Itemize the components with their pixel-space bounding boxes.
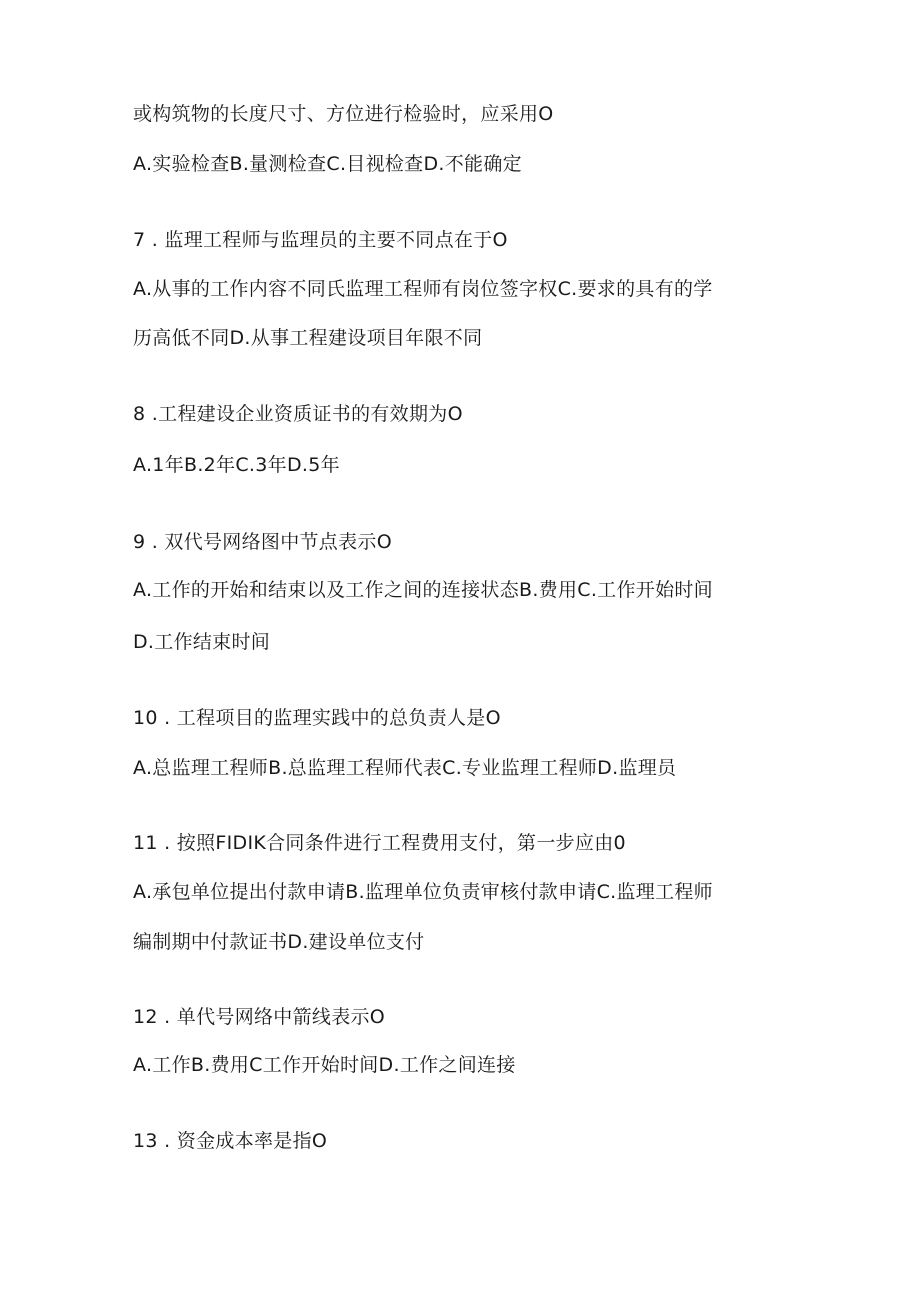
question-11: 11 . 按照FIDIK合同条件进行工程费用支付，第一步应由0 [133, 832, 626, 854]
answer-options-continued: D.工作结束时间 [133, 631, 271, 653]
question-12: 12 . 单代号网络中箭线表示O [133, 1006, 386, 1028]
answer-options-continued: 历高低不同D.从事工程建设项目年限不同 [133, 327, 483, 349]
answer-options: A.总监理工程师B.总监理工程师代表C.专业监理工程师D.监理员 [133, 757, 677, 779]
question-9: 9 . 双代号网络图中节点表示O [133, 531, 392, 553]
question-8: 8 .工程建设企业资质证书的有效期为O [133, 403, 463, 425]
answer-options: A.工作B.费用C工作开始时间D.工作之间连接 [133, 1054, 516, 1076]
question-13: 13 . 资金成本率是指O [133, 1130, 328, 1152]
answer-options-continued: 编制期中付款证书D.建设单位支付 [133, 931, 425, 953]
answer-options: A.实验检查B.量测检查C.目视检查D.不能确定 [133, 153, 522, 175]
question-7: 7 . 监理工程师与监理员的主要不同点在于O [133, 229, 508, 251]
answer-options: A.从事的工作内容不同氏监理工程师有岗位签字权C.要求的具有的学 [133, 278, 713, 300]
answer-options: A.承包单位提出付款申请B.监理单位负责审核付款申请C.监理工程师 [133, 881, 713, 903]
text-line: 或构筑物的长度尺寸、方位进行检验时，应采用O [133, 103, 554, 125]
answer-options: A.1年B.2年C.3年D.5年 [133, 454, 340, 476]
question-10: 10 . 工程项目的监理实践中的总负责人是O [133, 707, 501, 729]
answer-options: A.工作的开始和结束以及工作之间的连接状态B.费用C.工作开始时间 [133, 579, 713, 601]
